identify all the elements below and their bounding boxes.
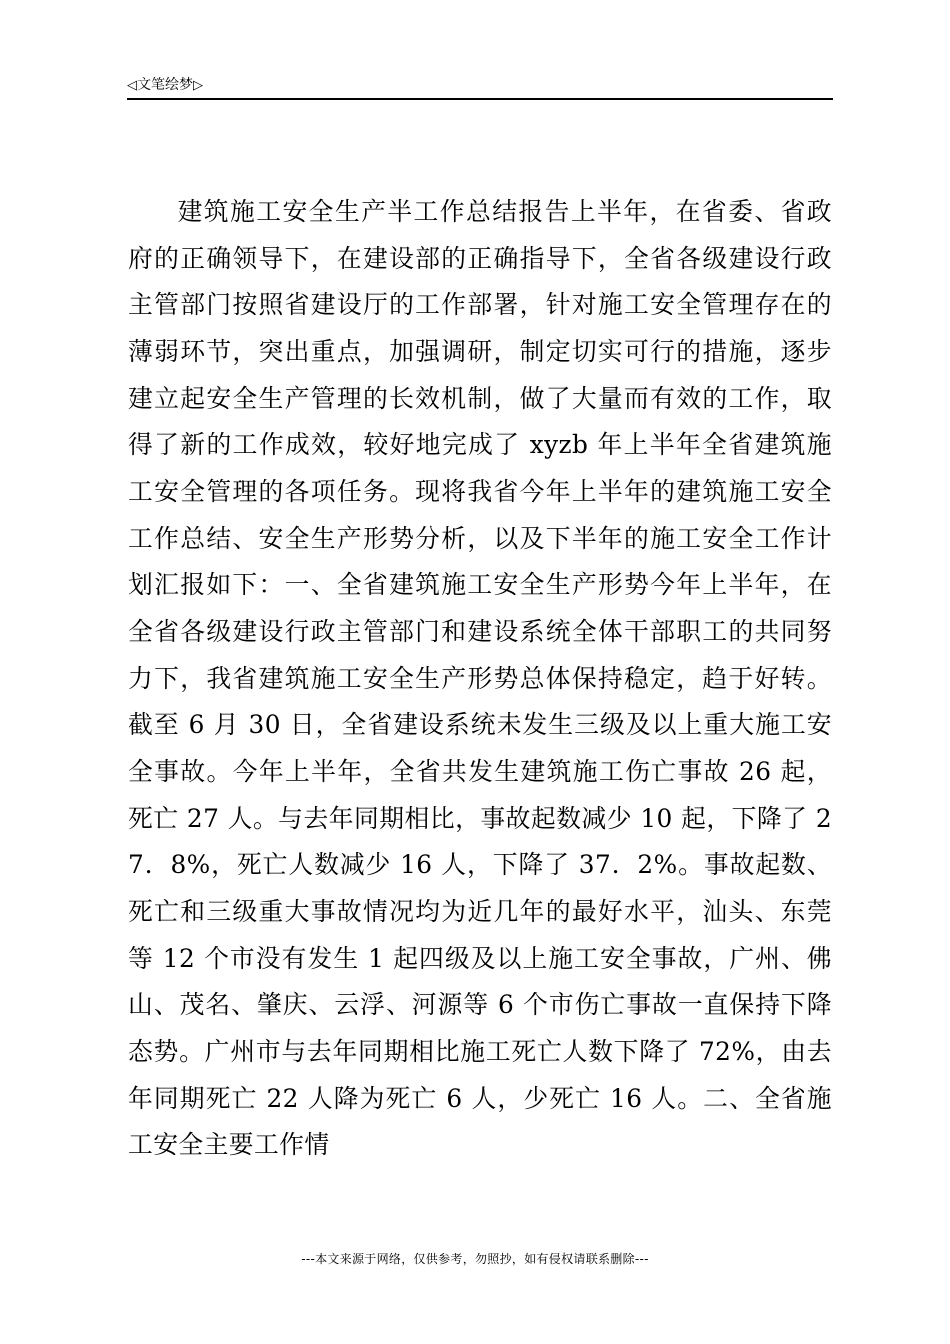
brand-text: 文笔绘梦 — [137, 77, 193, 93]
footer-disclaimer: ---本文来源于网络，仅供参考，勿照抄，如有侵权请联系删除--- — [301, 1252, 649, 1266]
header-brand — [127, 76, 203, 95]
body-paragraph: 建筑施工安全生产半工作总结报告上半年，在省委、省政府的正确领导下，在建设部的正确指导下，全省各级建设行政主管部门按照省建设厅的工作部署，针对施工安全管理存在的薄弱环节，突出重点，加强调研，制定切实可行的措施，逐步建立起安全生产管理的长效机制，做了大量而有效的工作，取得了新的工作成效，较好地完成了 xyzb 年上半年全省建筑施工安全管理的各项任务。现将我省今年上半年的建筑施工安全工作总结、安全生产形势分析，以及下半年的施工安全工作计划汇报如下：一、全省建筑施工安全生产形势今年上半年，在全省各级建设行政主管部门和建设系统全体干部职工的共同努力下，我省建筑施工安全生产形势总体保持稳定，趋于好转。截至 6 月 30 日，全省建设系统未发生三级及以上重大施工安全事故。今年上半年，全省共发生建筑施工伤亡事故 26 起，死亡 27 人。与去年同期相比，事故起数减少 10 起，下降了 27．8%，死亡人数减少 16 人，下降了 37．2%。事故起数、死亡和三级重大事故情况均为近几年的最好水平，汕头、东莞等 12 个市没有发生 1 起四级及以上施工安全事故，广州、佛山、茂名、肇庆、云浮、河源等 6 个市伤亡事故一直保持下降态势。广州市与去年同期相比施工死亡人数下降了 72%，由去年同期死亡 22 人降为死亡 6 人，少死亡 16 人。二、全省施工安全主要工作情 — [128, 197, 832, 1160]
page-header — [127, 74, 833, 100]
right-triangle-icon: ▷ — [193, 78, 203, 93]
left-triangle-icon: ◁ — [127, 78, 137, 93]
